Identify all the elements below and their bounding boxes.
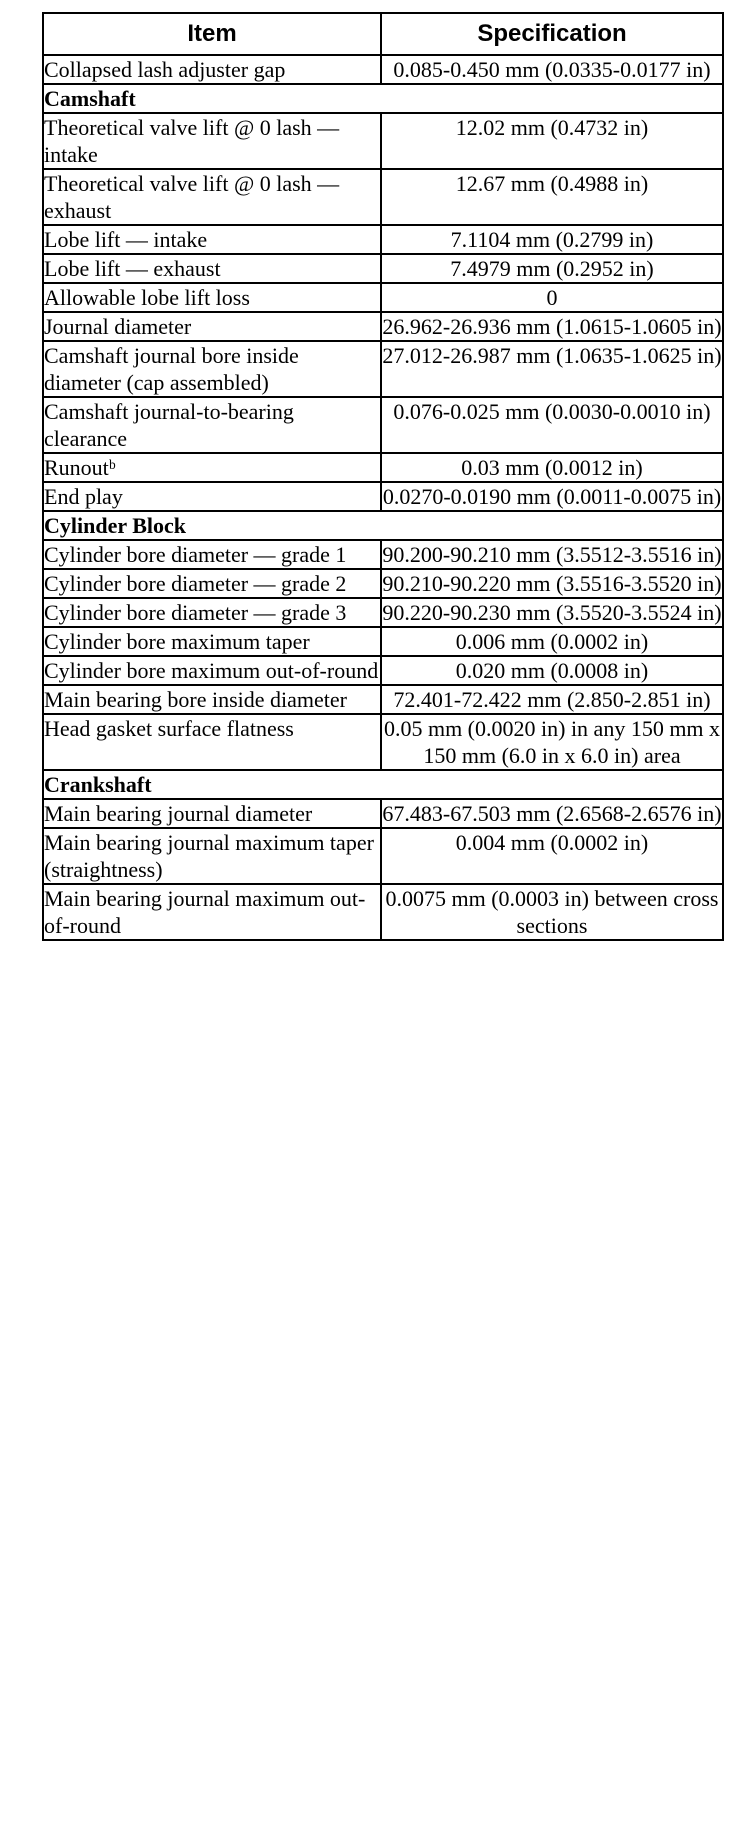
table-row [43,482,723,511]
table-row [43,55,723,84]
item-cell: Theoretical valve lift @ 0 lash — exhaust [43,169,381,225]
table-row [43,569,723,598]
spec-cell: 0.006 mm (0.0002 in) [381,627,723,656]
spec-cell: 0.004 mm (0.0002 in) [381,828,723,884]
table-row [43,283,723,312]
spec-cell: 12.67 mm (0.4988 in) [381,169,723,225]
table-row [43,598,723,627]
spec-cell: 0.085-0.450 mm (0.0335-0.0177 in) [381,55,723,84]
item-cell: Cylinder bore diameter — grade 2 [43,569,381,598]
spec-cell: 67.483-67.503 mm (2.6568-2.6576 in) [382,801,722,826]
item-cell: Runoutᵇ [43,453,381,482]
spec-page [42,12,722,941]
section-title-camshaft: Camshaft [43,84,723,113]
table-row [43,397,723,453]
section-row-cylinder-block [43,511,723,540]
spec-cell: 72.401-72.422 mm (2.850-2.851 in) [381,685,723,714]
spec-cell: 0.076-0.025 mm (0.0030-0.0010 in) [381,397,723,453]
table-row [43,540,723,569]
spec-cell: 27.012-26.987 mm (1.0635-1.0625 in) [381,341,723,397]
header-item: Item [43,13,381,55]
table-row [43,225,723,254]
section-row-camshaft [43,84,723,113]
table-row [43,714,723,770]
item-cell: Main bearing journal maximum out-of-round [43,884,381,940]
table-row [43,453,723,482]
table-row [43,884,723,940]
spec-cell: 90.200-90.210 mm (3.5512-3.5516 in) [382,542,722,567]
table-row [43,828,723,884]
table-row [43,254,723,283]
section-row-crankshaft [43,770,723,799]
table-row [43,685,723,714]
item-cell: Camshaft journal bore inside diameter (cap assembled) [43,341,381,397]
spec-cell: 0.03 mm (0.0012 in) [381,453,723,482]
specification-table [42,12,724,941]
item-cell: Lobe lift — intake [43,225,381,254]
item-cell: Lobe lift — exhaust [43,254,381,283]
item-cell: Main bearing journal diameter [43,799,381,828]
item-cell: Main bearing journal maximum taper (straightness) [43,828,381,884]
section-title-crankshaft: Crankshaft [43,770,723,799]
spec-cell: 0.020 mm (0.0008 in) [381,656,723,685]
header-row [43,13,723,55]
spec-cell: 7.4979 mm (0.2952 in) [381,254,723,283]
item-cell: Cylinder bore maximum taper [43,627,381,656]
item-cell: End play [43,482,381,511]
item-cell: Cylinder bore maximum out-of-round [43,656,381,685]
spec-cell: 0.05 mm (0.0020 in) in any 150 mm x 150 mm (6.0 in x 6.0 in) area [381,714,723,770]
section-title-cylinder-block: Cylinder Block [43,511,723,540]
table-row [43,627,723,656]
item-cell: Allowable lobe lift loss [43,283,381,312]
table-row [43,113,723,169]
spec-cell: 0.0075 mm (0.0003 in) between cross sections [381,884,723,940]
spec-cell: 26.962-26.936 mm (1.0615-1.0605 in) [382,314,722,339]
header-specification: Specification [381,13,723,55]
item-cell: Cylinder bore diameter — grade 1 [43,540,381,569]
spec-cell: 12.02 mm (0.4732 in) [381,113,723,169]
item-cell: Camshaft journal-to-bearing clearance [43,397,381,453]
spec-cell: 90.210-90.220 mm (3.5516-3.5520 in) [382,571,722,596]
item-cell: Collapsed lash adjuster gap [43,55,381,84]
spec-cell: 90.220-90.230 mm (3.5520-3.5524 in) [382,600,722,625]
item-cell: Cylinder bore diameter — grade 3 [43,598,381,627]
item-cell: Head gasket surface flatness [43,714,381,770]
table-row [43,312,723,341]
item-cell: Main bearing bore inside diameter [43,685,381,714]
table-row [43,799,723,828]
item-cell: Journal diameter [43,312,381,341]
item-cell: Theoretical valve lift @ 0 lash — intake [43,113,381,169]
table-row [43,656,723,685]
table-row [43,341,723,397]
spec-cell: 7.1104 mm (0.2799 in) [381,225,723,254]
spec-cell: 0.0270-0.0190 mm (0.0011-0.0075 in) [382,484,722,509]
spec-cell: 0 [381,283,723,312]
table-row [43,169,723,225]
